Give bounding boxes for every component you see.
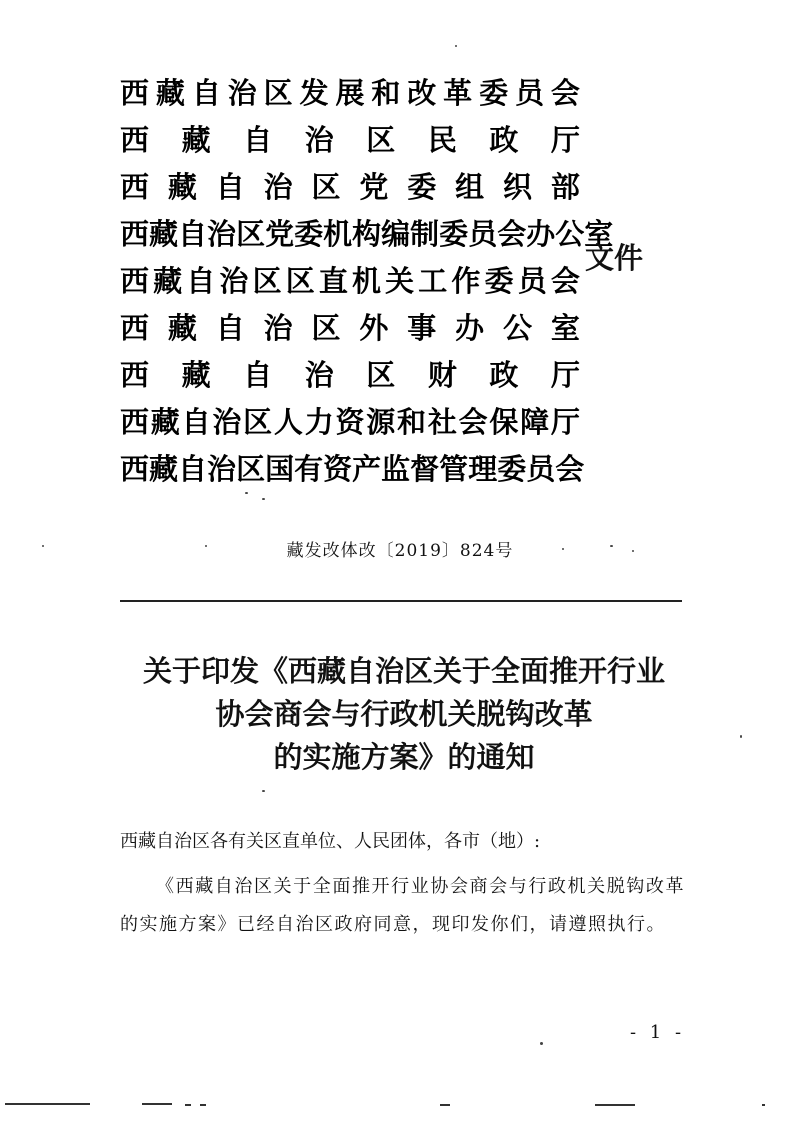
issuer-line — [120, 399, 580, 446]
issuer-name: 西 藏 自 治 区 党 委 组 织 部 — [120, 170, 580, 204]
scan-speck — [610, 545, 613, 547]
issuer-line — [120, 352, 580, 399]
issuer-name: 西 藏 自 治 区 财 政 厅 — [120, 358, 580, 392]
title-line: 关于印发《西藏自治区关于全面推开行业 — [142, 654, 665, 688]
scan-speck — [455, 45, 457, 47]
scan-edge-mark — [440, 1104, 450, 1106]
title-line: 的实施方案》的通知 — [273, 740, 535, 774]
issuer-name: 西 藏 自 治 区 外 事 办 公 室 — [120, 311, 580, 345]
issuer-line — [120, 258, 580, 305]
issuer-line — [120, 70, 580, 117]
salutation: 西藏自治区各有关区直单位、人民团体，各市（地）: — [120, 831, 541, 852]
issuer-name: 西 藏 自 治 区 发 展 和 改 革 委 员 会 — [120, 76, 580, 110]
issuer-name: 西 藏 自 治 区 区 直 机 关 工 作 委 员 会 — [120, 264, 580, 298]
issuer-name: 西 藏 自 治 区 人 力 资 源 和 社 会 保 障 厅 — [120, 405, 580, 439]
scan-edge-mark — [142, 1103, 172, 1105]
scan-speck — [42, 545, 44, 547]
scan-edge-mark — [5, 1103, 90, 1105]
issuer-name: 西 藏 自 治 区 国 有 资 产 监 督 管 理 委 员 会 — [120, 452, 585, 486]
scan-speck — [540, 1042, 543, 1045]
document-title — [0, 650, 790, 779]
issuer-line — [120, 117, 580, 164]
issuer-line — [120, 211, 614, 258]
scan-edge-mark — [185, 1104, 191, 1106]
scan-edge-mark — [762, 1104, 765, 1106]
document-number: 藏发改体改〔2019〕824号 — [286, 541, 514, 561]
issuer-name: 西 藏 自 治 区 党 委 机 构 编 制 委 员 会 办 公 室 — [120, 217, 614, 251]
scan-speck — [245, 492, 248, 494]
scan-speck — [740, 735, 742, 738]
title-line: 协会商会与行政机关脱钩改革 — [215, 697, 593, 731]
issuer-name: 西 藏 自 治 区 民 政 厅 — [120, 123, 580, 157]
header-suffix: 文件 — [585, 241, 644, 275]
scan-speck — [632, 550, 634, 552]
scan-speck — [262, 790, 265, 792]
scan-edge-mark — [200, 1104, 206, 1106]
issuer-line — [120, 164, 580, 211]
scan-speck — [262, 498, 265, 500]
scan-edge-mark — [595, 1104, 635, 1106]
issuer-line — [120, 446, 585, 493]
body-paragraph: 《西藏自治区关于全面推开行业协会商会与行政机关脱钩改革的实施方案》已经自治区政府同意，现印发你们，请遵照执行。 — [120, 876, 685, 935]
page-number: - 1 - — [630, 1022, 686, 1043]
issuer-line — [120, 305, 580, 352]
header-divider — [120, 600, 682, 602]
scan-speck — [205, 545, 207, 547]
issuing-organizations — [120, 70, 614, 493]
scan-speck — [562, 548, 564, 550]
